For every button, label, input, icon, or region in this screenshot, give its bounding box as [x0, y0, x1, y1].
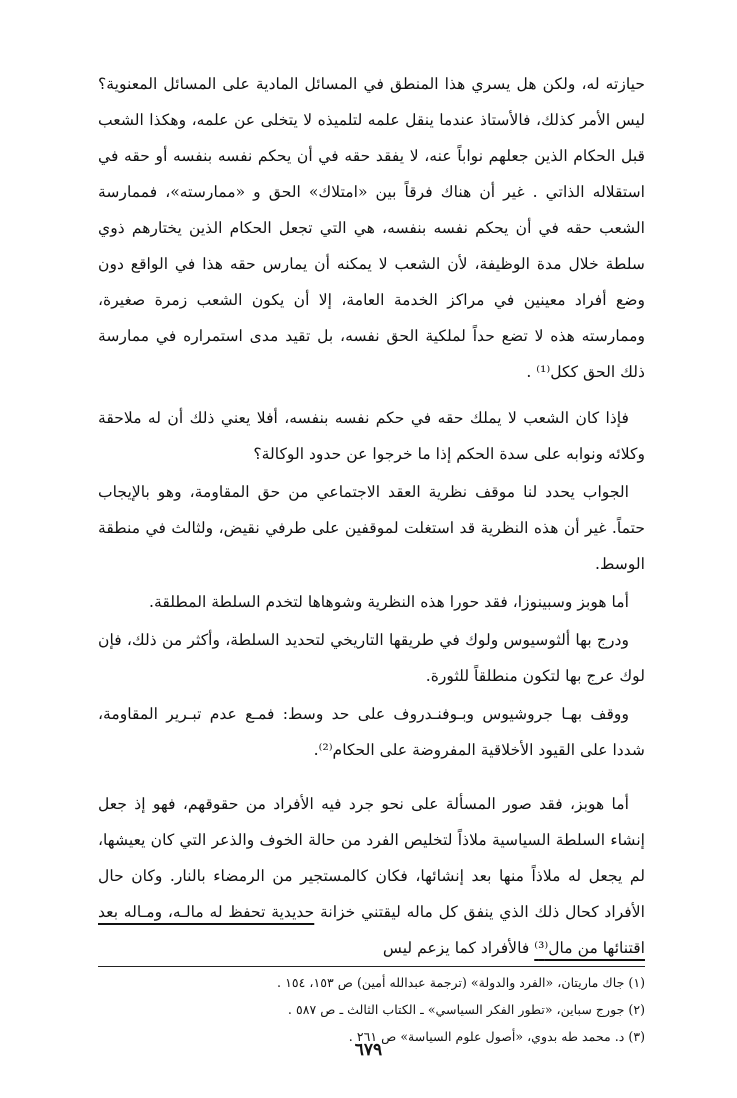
- paragraph-5: ودرج بها ألثوسيوس ولوك في طريقها التاريخي لتحديد السلطة، وأكثر من ذلك، فإن لوك عرج بها لتكون منطلقاً للثورة.: [98, 631, 645, 685]
- paragraph-4: أما هوبز وسبينوزا، فقد حورا هذه النظرية وشوهاها لتخدم السلطة المطلقة.: [149, 593, 629, 611]
- paragraph-6: ووقف بهـا جروشيوس وبـوفنـدروف على حد وسط: فمـع عدم تبـرير المقاومة، شددا على القيود الأخلاقية المفروضة على الحكام⁽²⁾.: [98, 705, 645, 759]
- underlined-text: حديدية تحفظ له مالـه، ومـاله بعد اقتنائها من مال⁽³⁾: [98, 903, 645, 957]
- body-text: [98, 66, 645, 966]
- trailing-text: فالأفراد كما يزعم ليس: [382, 939, 535, 957]
- paragraph-1: حيازته له، ولكن هل يسري هذا المنطق في المسائل المادية على المسائل المعنوية؟ ليس الأمر كذلك، فالأستاذ عندما ينقل علمه لتلميذه لا يتخلى عن علمه، وهكذا الشعب قبل الحكام الذين جعلهم نواباً عنه، لا يفقد حقه في أن يحكم نفسه بنفسه أو حقه في استقلاله الذاتي . غير أن هناك فرقاً بين «امتلاك» الحق و «ممارسته»، فممارسة الشعب حقه في أن يحكم نفسه بنفسه، هي التي تجعل الحكام الذين يختارهم ذوي سلطة خلال مدة الوظيفة، لأن الشعب لا يمكنه أن يمارس حقه هذا في الواقع دون وضع أفراد معينين في مراكز الخدمة العامة، إلا أن يكون الشعب زمرة صغيرة، وممارسته هذه لا تضع حداً لملكية الحق نفسه، بل تقيد مدى استمراره في ممارسة ذلك الحق ككل⁽¹⁾ .: [98, 75, 645, 381]
- footnote-divider: [98, 966, 645, 967]
- footnote-2: (٢) جورج سباين، «تطور الفكر السياسي» ـ الكتاب الثالث ـ ص ٥٨٧ .: [287, 1002, 645, 1017]
- footnote-1: (١) جاك ماريتان، «الفرد والدولة» (ترجمة عبدالله أمين) ص ١٥٣، ١٥٤ .: [277, 975, 645, 990]
- page-number: ٦٧٩: [354, 1040, 383, 1060]
- paragraph-2: فإذا كان الشعب لا يملك حقه في حكم نفسه بنفسه، أفلا يعني ذلك أن له ملاحقة وكلائه ونوابه على سدة الحكم إذا ما خرجوا عن حدود الوكالة؟: [98, 409, 645, 463]
- footnotes: [98, 969, 645, 1050]
- paragraph-7-text: أما هوبز، فقد صور المسألة على نحو جرد فيه الأفراد من حقوقهم، فهو إذ جعل إنشاء السلطة السياسية ملاذاً لتخليص الفرد من حالة الخوف والذعر التي كان يعيشها، لم يجعل له ملاذاً منها بعد إنشائها، فكان كالمستجير من الرمضاء بالنار. وكان حال الأفراد كحال ذلك الذي ينفق كل ماله ليقتني خزانة: [98, 795, 645, 921]
- paragraph-7: [98, 786, 645, 966]
- footnote-3: (٣) د. محمد طه بدوي، «أصول علوم السياسة» ص ٢٦١ .: [348, 1029, 645, 1044]
- paragraph-3: الجواب يحدد لنا موقف نظرية العقد الاجتماعي من حق المقاومة، وهو بالإيجاب حتماً. غير أن هذه النظرية قد استغلت لموقفين على طرفي نقيض، ولثالث في منطقة الوسط.: [98, 483, 645, 573]
